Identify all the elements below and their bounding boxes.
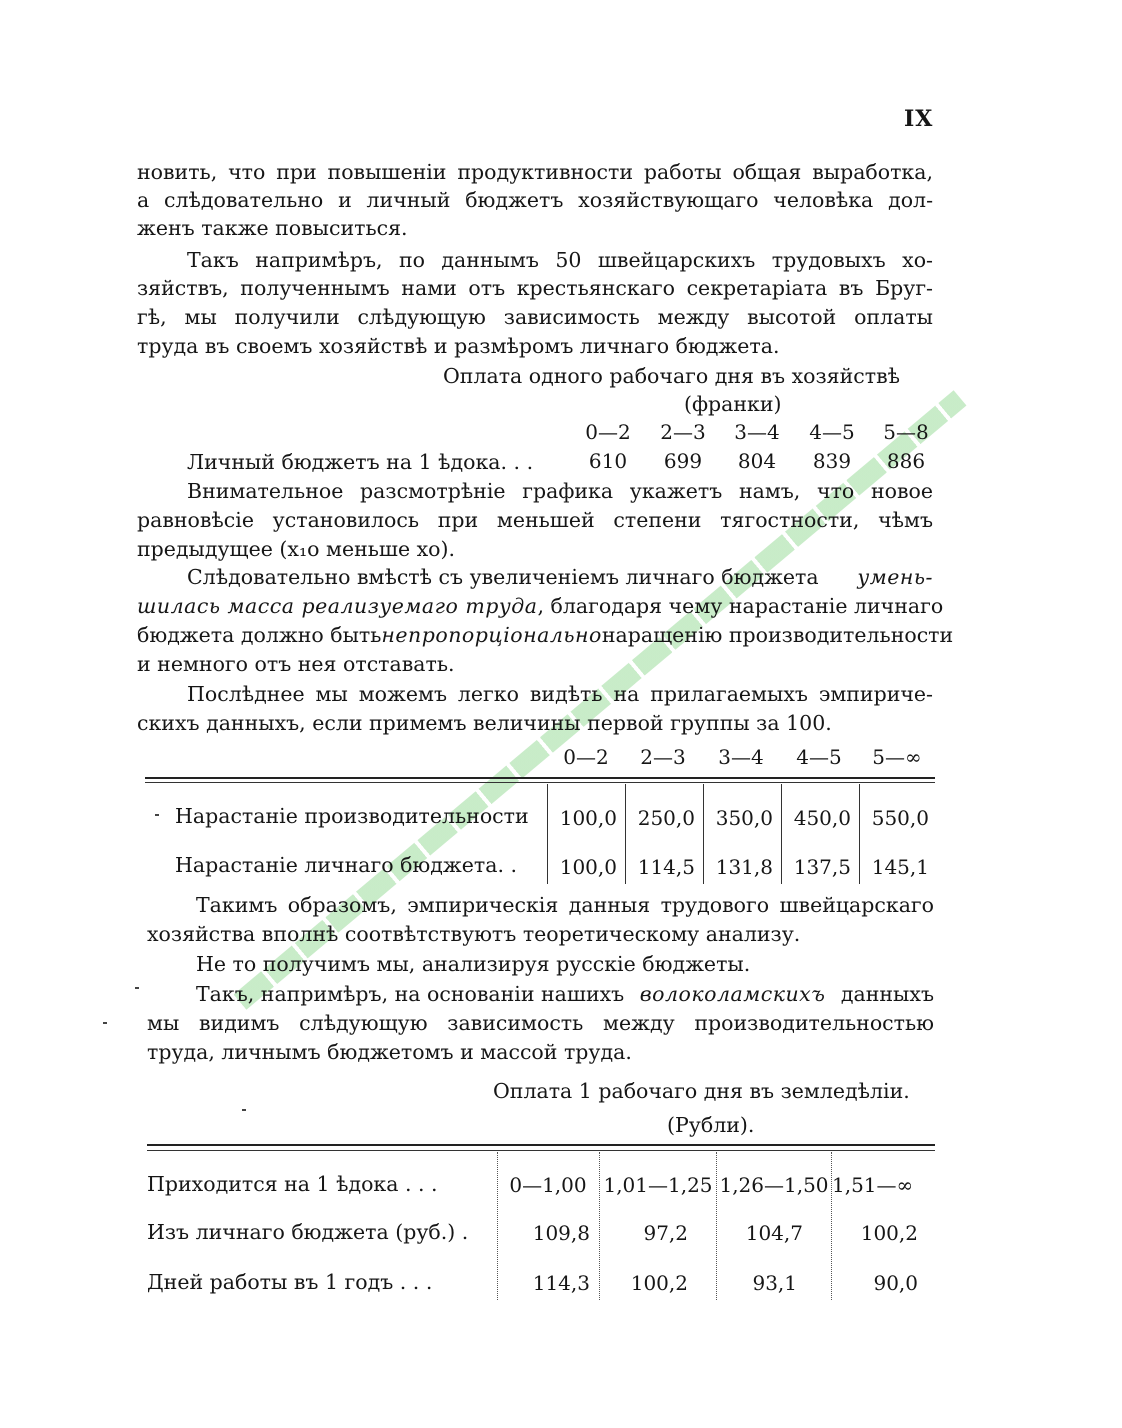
table2-cell: 114,5 <box>637 855 695 879</box>
table1-value: 886 <box>886 449 926 473</box>
table3-cell: 90,0 <box>873 1271 918 1295</box>
paragraph-line: Внимательное разсмотрѣніе графика укажетъ намъ, что новое <box>187 479 933 503</box>
table3-cell: 109,8 <box>532 1221 590 1245</box>
table2-cell: 550,0 <box>871 806 929 830</box>
table2-column-divider <box>547 784 548 884</box>
paragraph-line: мы видимъ слѣдующую зависимость между производительностью <box>147 1011 934 1035</box>
table2-cell: 131,8 <box>715 855 773 879</box>
table1-value: 839 <box>812 449 852 473</box>
paragraph-line: равновѣсіе установилось при меньшей степени тягостности, чѣмъ <box>137 508 933 532</box>
paragraph-line: труда, личнымъ бюджетомъ и массой труда. <box>147 1040 632 1064</box>
scan-speck <box>103 1022 107 1024</box>
table3-cell: 93,1 <box>752 1271 797 1295</box>
paragraph-line: Не то получимъ мы, анализируя русскіе бюджеты. <box>196 952 751 976</box>
table2-column-divider <box>625 784 626 884</box>
table3-top-rule <box>147 1144 935 1146</box>
table2-cell: 145,1 <box>871 855 929 879</box>
table1-value: 699 <box>663 449 703 473</box>
text-run: наращенію производительности <box>601 623 954 647</box>
paragraph-line: скихъ данныхъ, если примемъ величины первой группы за 100. <box>137 711 832 735</box>
table1-column-header: 5—8 <box>883 420 929 444</box>
italic-run: шилась масса реализуемаго труда <box>137 594 538 618</box>
paragraph-line: Такъ напримѣръ, по даннымъ 50 швейцарскихъ трудовыхъ хо- <box>187 248 933 272</box>
italic-run: волоколамскихъ <box>639 982 826 1006</box>
italic-run: непропорціонально <box>381 623 602 647</box>
table3-column-divider <box>497 1152 498 1300</box>
text-run: Такъ, напримѣръ, на основаніи нашихъ <box>196 982 625 1006</box>
table1-caption: Оплата одного рабочаго дня въ хозяйствѣ <box>443 364 901 388</box>
table3-cell: 1,01—1,25 <box>603 1173 713 1197</box>
table2-cell: 350,0 <box>715 806 773 830</box>
text-run: , благодаря чему нарастаніе личнаго <box>537 594 944 618</box>
table3-row-label: Приходится на 1 ѣдока . . . <box>147 1172 438 1196</box>
table2-column-header: 0—2 <box>563 745 609 769</box>
table2-row-label: Нарастаніе производительности <box>175 804 529 828</box>
paragraph-line: женъ также повыситься. <box>137 216 408 240</box>
table1-column-header: 3—4 <box>734 420 780 444</box>
paragraph-line <box>137 621 954 649</box>
table2-row-label: Нарастаніе личнаго бюджета. . <box>175 853 517 877</box>
paragraph-line: труда въ своемъ хозяйствѣ и размѣромъ личнаго бюджета. <box>137 334 780 358</box>
paragraph-line <box>137 592 944 620</box>
table3-caption: Оплата 1 рабочаго дня въ земледѣліи. <box>493 1079 910 1103</box>
table3-row-label: Дней работы въ 1 годъ . . . <box>147 1270 433 1294</box>
table3-top-rule <box>147 1150 935 1151</box>
table3-cell: 114,3 <box>532 1271 590 1295</box>
table1-row-label: Личный бюджетъ на 1 ѣдока. . . <box>187 450 534 474</box>
paragraph-line: предыдущее (x₁o меньше xo). <box>137 537 456 561</box>
table2-cell: 100,0 <box>559 806 617 830</box>
table2-column-divider <box>781 784 782 884</box>
table3-cell: 97,2 <box>643 1221 688 1245</box>
table3-cell: 1,26—1,50 <box>719 1173 829 1197</box>
paragraph-line <box>196 980 934 1008</box>
table2-cell: 100,0 <box>559 855 617 879</box>
table2-column-header: 3—4 <box>718 745 764 769</box>
table3-cell: 0—1,00 <box>509 1173 587 1197</box>
table2-column-divider <box>859 784 860 884</box>
table2-column-header: 4—5 <box>796 745 842 769</box>
page-number: IX <box>904 106 934 132</box>
scan-speck <box>242 1109 246 1111</box>
paragraph-line: и немного отъ нея отставать. <box>137 652 455 676</box>
paragraph-line: новить, что при повышеніи продуктивности работы общая выработка, <box>137 160 933 184</box>
table3-cell: 1,51—∞ <box>832 1173 914 1197</box>
text-run: бюджета должно быть <box>137 623 382 647</box>
table3-row-label: Изъ личнаго бюджета (руб.) . <box>147 1220 469 1244</box>
paragraph-line: гѣ, мы получили слѣдующую зависимость между высотой оплаты <box>137 305 933 329</box>
table1-column-header: 4—5 <box>809 420 855 444</box>
table3-cell: 100,2 <box>630 1271 688 1295</box>
paragraph-line: хозяйства вполнѣ соотвѣтствуютъ теоретическому анализу. <box>147 922 801 946</box>
table2-top-rule <box>145 782 935 783</box>
table2-column-divider <box>703 784 704 884</box>
table1-unit: (франки) <box>684 392 782 416</box>
italic-run: умень- <box>857 565 933 589</box>
table2-cell: 250,0 <box>637 806 695 830</box>
scan-speck <box>155 814 159 816</box>
text-run: Слѣдовательно вмѣстѣ съ увеличеніемъ личнаго бюджета <box>187 565 819 589</box>
scan-speck <box>135 987 139 989</box>
table1-column-header: 2—3 <box>660 420 706 444</box>
table2-column-header: 5—∞ <box>872 745 922 769</box>
table3-cell: 100,2 <box>860 1221 918 1245</box>
table2-cell: 137,5 <box>793 855 851 879</box>
table1-column-header: 0—2 <box>585 420 631 444</box>
paragraph-line: Послѣднее мы можемъ легко видѣть на прилагаемыхъ эмпириче- <box>187 682 933 706</box>
table2-top-rule <box>145 777 935 779</box>
text-run: данныхъ <box>840 982 934 1006</box>
table2-column-header: 2—3 <box>640 745 686 769</box>
paragraph-line: Такимъ образомъ, эмпирическія данныя трудового швейцарскаго <box>196 893 934 917</box>
paragraph-line: зяйствъ, полученнымъ нами отъ крестьянскаго секретаріата въ Бруг- <box>137 276 933 300</box>
table3-unit: (Рубли). <box>667 1113 755 1137</box>
table3-cell: 104,7 <box>745 1221 803 1245</box>
table1-value: 804 <box>737 449 777 473</box>
paragraph-line: а слѣдовательно и личный бюджетъ хозяйствующаго человѣка дол- <box>137 188 933 212</box>
table2-cell: 450,0 <box>793 806 851 830</box>
table1-value: 610 <box>588 449 628 473</box>
paragraph-line <box>187 563 933 591</box>
